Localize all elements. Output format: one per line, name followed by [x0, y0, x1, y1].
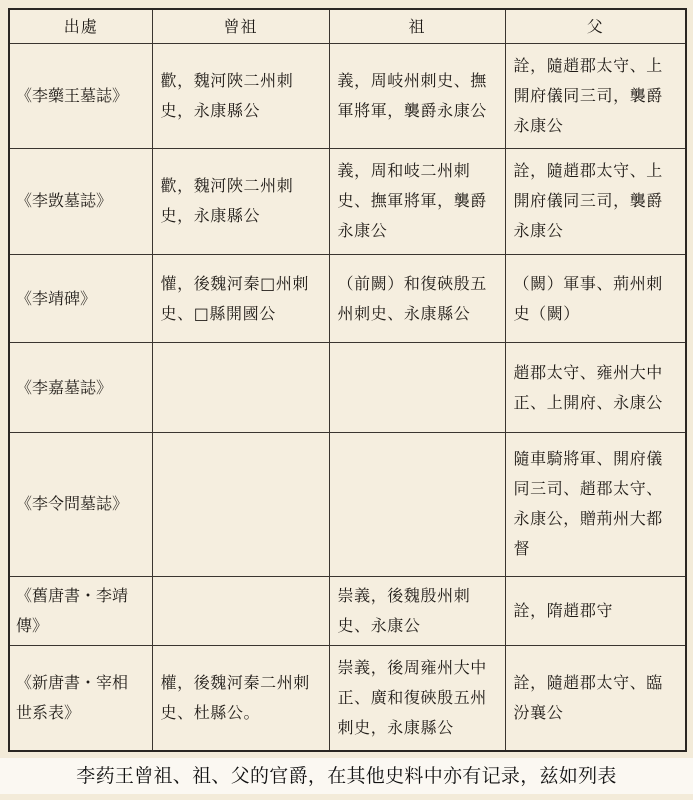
father-cell: （闕）軍事、荊州刺史（闕） [505, 255, 686, 343]
table-caption: 李药王曾祖、祖、父的官爵，在其他史料中亦有记录，兹如列表 [0, 758, 693, 794]
great-grandfather-cell: 權，後魏河秦二州刺史、杜縣公。 [152, 645, 329, 751]
lineage-table-container [8, 8, 685, 752]
grandfather-cell [329, 432, 505, 576]
father-cell: 趙郡太守、雍州大中正、上開府、永康公 [505, 343, 686, 432]
grandfather-cell: 崇義，後魏殷州刺史、永康公 [329, 576, 505, 645]
father-cell: 詮，隨趙郡太守、臨汾襄公 [505, 645, 686, 751]
source-cell: 《李藥王墓誌》 [9, 44, 152, 149]
father-cell: 詮，隋趙郡守 [505, 576, 686, 645]
table-header-row [9, 9, 686, 44]
header-father: 父 [505, 9, 686, 44]
great-grandfather-cell: 懽，後魏河秦□州刺史、□縣開國公 [152, 255, 329, 343]
table-row [9, 44, 686, 149]
source-cell: 《舊唐書・李靖傳》 [9, 576, 152, 645]
source-cell: 《李令問墓誌》 [9, 432, 152, 576]
table-row [9, 255, 686, 343]
grandfather-cell: 義，周和岐二州刺史、撫軍將軍，襲爵永康公 [329, 148, 505, 255]
grandfather-cell: （前闕）和復硤殷五州刺史、永康縣公 [329, 255, 505, 343]
header-great-grandfather: 曾祖 [152, 9, 329, 44]
header-source: 出處 [9, 9, 152, 44]
table-row [9, 343, 686, 432]
great-grandfather-cell: 歡，魏河陜二州刺史，永康縣公 [152, 148, 329, 255]
table-row [9, 645, 686, 751]
great-grandfather-cell [152, 432, 329, 576]
grandfather-cell: 崇義，後周雍州大中正、廣和復硤殷五州刺史，永康縣公 [329, 645, 505, 751]
grandfather-cell: 義，周岐州刺史、撫軍將軍，襲爵永康公 [329, 44, 505, 149]
great-grandfather-cell [152, 576, 329, 645]
father-cell: 詮，隨趙郡太守、上開府儀同三司，襲爵永康公 [505, 44, 686, 149]
source-cell: 《李靖碑》 [9, 255, 152, 343]
header-grandfather: 祖 [329, 9, 505, 44]
source-cell: 《新唐書・宰相世系表》 [9, 645, 152, 751]
grandfather-cell [329, 343, 505, 432]
father-cell: 詮，隨趙郡太守、上開府儀同三司，襲爵永康公 [505, 148, 686, 255]
father-cell: 隨車騎將軍、開府儀同三司、趙郡太守、永康公，贈荊州大都督 [505, 432, 686, 576]
source-cell: 《李敳墓誌》 [9, 148, 152, 255]
table-row [9, 148, 686, 255]
great-grandfather-cell [152, 343, 329, 432]
lineage-table [8, 8, 687, 752]
source-cell: 《李嘉墓誌》 [9, 343, 152, 432]
table-row [9, 432, 686, 576]
great-grandfather-cell: 歡，魏河陜二州刺史，永康縣公 [152, 44, 329, 149]
table-row [9, 576, 686, 645]
